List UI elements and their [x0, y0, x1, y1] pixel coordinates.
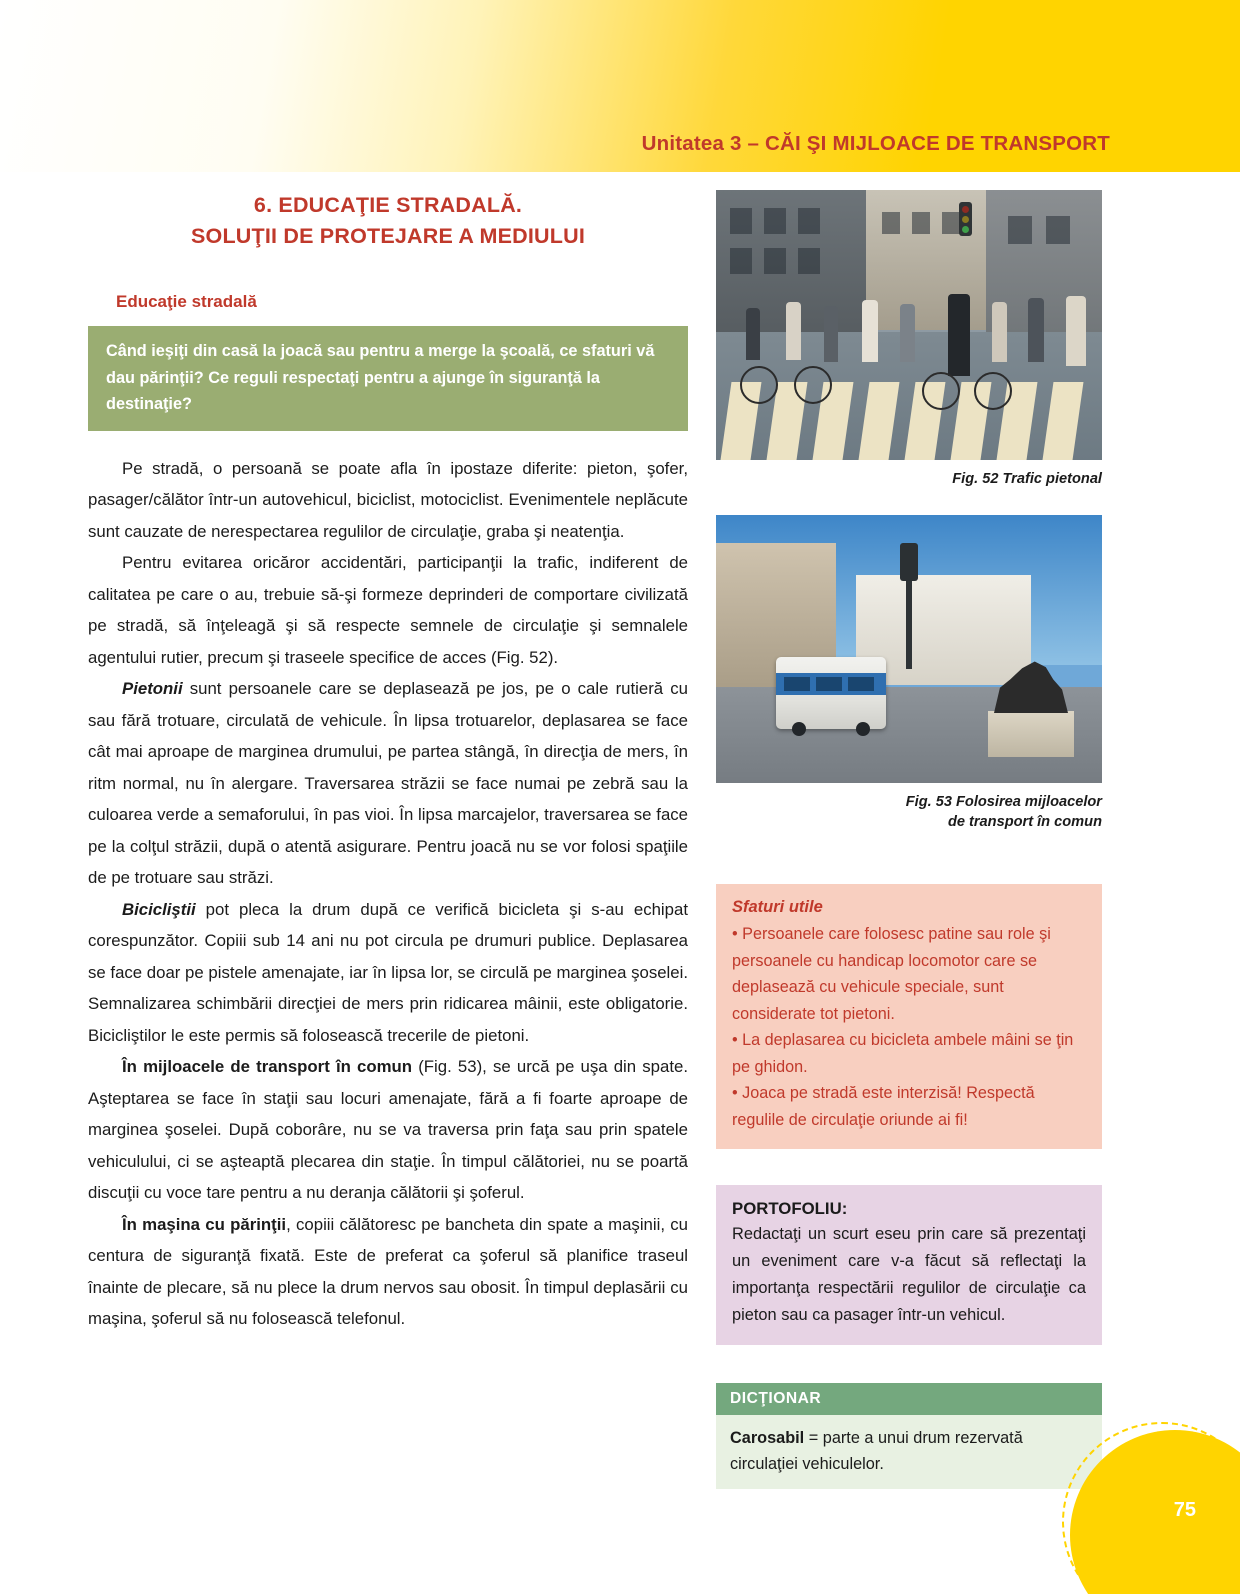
page-number: 75 — [1173, 1499, 1196, 1521]
dictionary-header: DICŢIONAR — [716, 1383, 1102, 1415]
bicycle-icon — [740, 366, 778, 404]
figure-53 — [716, 515, 1102, 832]
page-title — [88, 190, 688, 252]
paragraph-masina — [88, 1209, 688, 1335]
pedestrian-figure — [948, 294, 970, 376]
tips-title: Sfaturi utile — [732, 898, 823, 916]
bicycle-icon — [922, 372, 960, 410]
main-text-column — [88, 190, 688, 1335]
term-transport-comun: În mijloacele de transport în comun — [122, 1057, 413, 1076]
tips-callout — [716, 884, 1102, 1149]
paragraph-transport-text: (Fig. 53), se urcă pe uşa din spate. Aşteptarea se face în staţii sau locuri amenajate, fără a fi foarte aproape de marginea şoselei. După coborâre, nu se va traversa prin faţa sau prin spatele vehiculului, ci se aşteaptă plecarea din staţie. În timpul călătoriei, nu se poartă discuţii cu voce tare pentru a nu deranja călătorii şi şoferul. — [88, 1057, 688, 1202]
tips-list — [732, 921, 1087, 1133]
question-callout: Când ieşiţi din casă la joacă sau pentru a merge la şcoală, ce sfaturi vă dau părinţii? Ce reguli respectaţi pentru a ajunge în siguranţă la destinaţie? — [88, 326, 688, 431]
statue-pedestal — [988, 711, 1074, 757]
traffic-light-icon — [959, 202, 972, 236]
dictionary-body — [716, 1415, 1102, 1489]
pedestrian-figure — [1028, 298, 1044, 362]
figure-53-caption-line1: Fig. 53 Folosirea mijloacelor — [905, 794, 1102, 810]
photo-window — [1008, 216, 1032, 244]
paragraph-pietonii — [88, 673, 688, 894]
portfolio-title: PORTOFOLIU: — [732, 1199, 848, 1218]
page-title-line2: SOLUŢII DE PROTEJARE A MEDIULUI — [190, 224, 586, 248]
photo-window — [730, 248, 752, 274]
photo-public-transport — [716, 515, 1102, 783]
photo-window — [882, 212, 900, 234]
photo-pedestrian-traffic — [716, 190, 1102, 460]
photo-window — [764, 248, 786, 274]
figure-52-caption: Fig. 52 Trafic pietonal — [952, 471, 1102, 487]
photo-window — [912, 212, 930, 234]
term-masina: În maşina cu părinţii — [122, 1214, 287, 1234]
pedestrian-figure — [786, 302, 801, 360]
page-number-corner — [1060, 1404, 1240, 1594]
photo-window — [942, 212, 960, 234]
page-title-line1: 6. EDUCAŢIE STRADALĂ. — [253, 193, 523, 217]
paragraph-pietonii-text: sunt persoanele care se deplasează pe jos, pe o cale rutieră cu sau fără trotuare, circulată de vehicule. În lipsa trotuarelor, deplasarea se face cât mai aproape de marginea drumului, pe partea stângă, în direcţia de mers, în ritm normal, nu în alergare. Traversarea străzii se face numai pe zebră sau la culoarea verde a semaforului, în pas vioi. În lipsa marcajelor, traversarea se face pe la colţul străzii, după o atentă asigurare. Pentru joacă nu se vor folosi spaţiile de pe trotuare sau străzi. — [88, 679, 688, 887]
dictionary-term: Carosabil — [730, 1429, 805, 1447]
term-biciclistii: Bicicliştii — [122, 899, 196, 919]
term-pietonii: Pietonii — [122, 679, 183, 698]
dictionary-definition: = parte a unui drum rezervată circulaţiei vehiculelor. — [730, 1429, 1023, 1473]
tips-item: • Joaca pe stradă este interzisă! Respectă regulile de circulaţie oriunde ai fi! — [732, 1084, 1035, 1129]
paragraph-masina-text: , copiii călătoresc pe bancheta din spate a maşinii, cu centura de siguranţă fixată. Este de preferat ca şoferul să planifice traseul înainte de plecare, să nu plece la drum nervos sau obosit. În timpul deplasării cu maşina, şoferul să nu folosească telefonul. — [88, 1214, 688, 1328]
lesson-body — [88, 453, 688, 1335]
unit-title: Unitatea 3 – CĂI ŞI MIJLOACE DE TRANSPORT — [641, 132, 1110, 155]
figure-53-caption — [716, 792, 1102, 832]
paragraph-biciclistii — [88, 894, 688, 1052]
bus-vehicle — [776, 657, 886, 729]
photo-window — [798, 208, 820, 234]
pedestrian-figure — [862, 300, 878, 362]
traffic-light-icon — [900, 543, 918, 581]
pedestrian-figure — [824, 306, 838, 362]
section-subheading: Educaţie stradală — [116, 292, 257, 311]
photo-window — [798, 248, 820, 274]
photo-window — [730, 208, 752, 234]
paragraph-biciclistii-text: pot pleca la drum după ce verifică bicicleta şi s-au echipat corespunzător. Copiii sub 14 ani nu pot circula pe drumuri publice. Deplasarea se face doar pe pistele amenajate, iar în lipsa lor, se circulă pe marginea şoselei. Semnalizarea schimbării direcţiei de mers prin ridicarea mâinii, este obligatorie. Bicicliştilor le este permis să folosească trecerile de pietoni. — [88, 899, 688, 1045]
figure-52 — [716, 190, 1102, 489]
bicycle-icon — [794, 366, 832, 404]
paragraph-transport-comun — [88, 1051, 688, 1209]
page-header-banner — [0, 0, 1240, 172]
pedestrian-figure — [900, 304, 915, 362]
pedestrian-figure — [746, 308, 760, 360]
photo-window — [1046, 216, 1070, 244]
pedestrian-figure — [992, 302, 1007, 362]
tips-item: • Persoanele care folosesc patine sau role şi persoanele cu handicap locomotor care se deplasează cu vehicule speciale, sunt considerate tot pietoni. — [732, 925, 1051, 1023]
portfolio-callout — [716, 1185, 1102, 1345]
paragraph-2: Pentru evitarea oricăror accidentări, participanţii la trafic, indiferent de calitatea pe care o au, trebuie să-şi formeze deprinderi de comportare civilizată pe stradă, să înţeleagă şi să respecte semnele de circulaţie şi semnalele agentului rutier, precum şi traseele specifice de acces (Fig. 52). — [88, 553, 688, 667]
tips-item: • La deplasarea cu bicicleta ambele mâini se ţin pe ghidon. — [732, 1031, 1074, 1076]
paragraph-1: Pe stradă, o persoană se poate afla în ipostaze diferite: pieton, şofer, pasager/călător într-un autovehicul, biciclist, motociclist. Evenimentele neplăcute sunt cauzate de nerespectarea regulilor de circulaţie, graba şi neatenţia. — [88, 458, 688, 541]
photo-window — [764, 208, 786, 234]
pedestrian-figure — [1066, 296, 1086, 366]
figure-53-caption-line2: de transport în comun — [947, 814, 1102, 830]
portfolio-text: Redactaţi un scurt eseu prin care să prezentaţi un eveniment care v-a făcut să reflectaţi la importanţa respectării regulilor de circulaţie ca pieton sau ca pasager într-un vehicul. — [732, 1225, 1086, 1324]
bicycle-icon — [974, 372, 1012, 410]
sidebar-column — [716, 190, 1102, 1489]
